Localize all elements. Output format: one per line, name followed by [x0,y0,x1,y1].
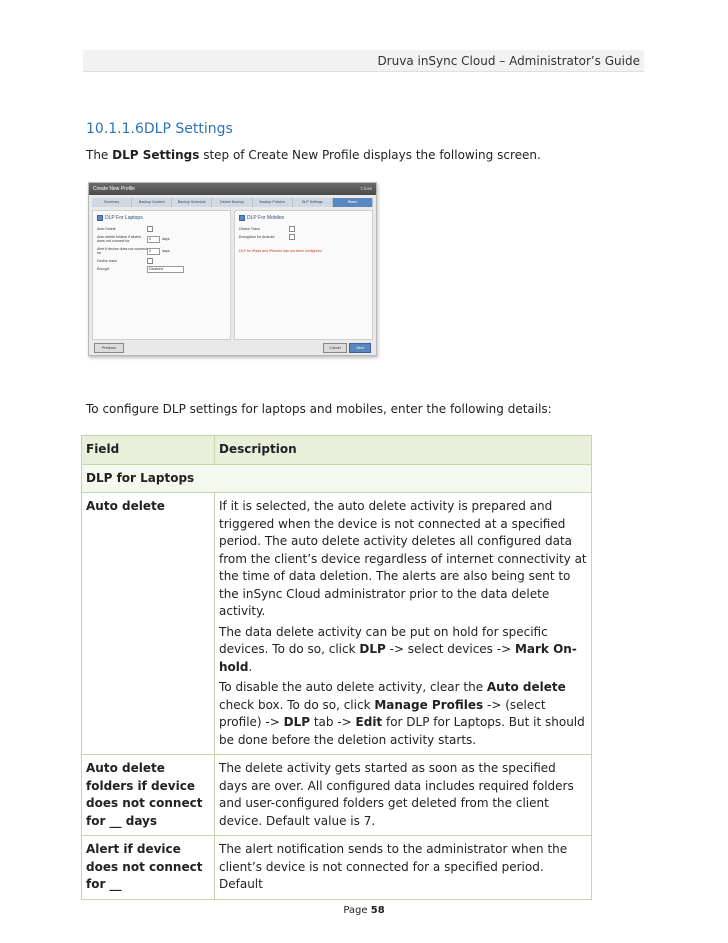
table-row [82,493,592,755]
mobile-row-trace [239,225,368,233]
encrypt-select: Disabled [147,266,184,273]
desc-auto-delete-p1: If it is selected, the auto delete activity is prepared and triggered when the device is not connected at a specified period. The auto delete activity deletes all configured data from the client’s device regardless of internet connectivity at the time of data deletion. The alerts are also being sent to the inSync Cloud administrator prior to the data delete activity. [219,499,587,618]
bold-auto-delete: Auto delete [486,680,566,694]
step-backup-schedule: Backup Schedule [172,198,212,207]
text: tab -> [310,715,356,729]
mobile-warning: DLP for iPads and iPhones has not been configured [239,249,322,253]
desc-alert: The alert notification sends to the administrator when the client’s device is not connected for a specified period. Default [215,836,592,900]
wizard-steps [92,198,373,207]
bold-dlp: DLP [359,642,386,656]
intro-text: The [86,148,113,162]
header-title: Druva inSync Cloud – Administrator’s Guide [377,54,640,68]
alert-days-input: 0 [147,248,160,255]
laptop-row-trace [97,257,226,265]
mobile-device-trace-label: Device Trace [239,227,260,231]
dialog-title: Create New Profile [93,186,135,192]
mobile-panel-header [239,215,368,221]
device-trace-label: Device trace [97,259,117,263]
mobile-panel [234,210,373,340]
laptop-row-alert [97,245,226,257]
field-auto-delete: Auto delete [82,493,215,755]
subheading-dlp-laptops: DLP for Laptops [82,464,592,493]
text: check box. To do so, click [219,697,375,712]
cancel-button: Cancel [323,343,347,353]
mobile-trace-checkbox-icon [289,226,295,232]
alert-days-label: days [162,249,170,253]
step-device-backup: Device Backup [212,198,252,207]
bold-edit: Edit [355,715,383,729]
encrypt-label: Encrypt [97,267,110,271]
laptop-row-auto-delete [97,225,226,233]
text: The data delete activity can be put on hold for specific devices. To do so, click [219,624,548,656]
text: . [248,659,253,674]
mobile-icon [239,215,245,221]
auto-delete-checkbox-icon [147,226,153,232]
alert-label: Alert if device does not connect for [97,247,147,255]
dialog-footer [92,343,373,352]
dialog-title-bar [89,183,376,195]
section-number: 10.1.1.6 [86,121,144,137]
step-backup-content: Backup Content [132,198,172,207]
step-summary: Summary [92,198,132,207]
step-backup-policies: Backup Policies [253,198,293,207]
section-title [86,121,233,137]
fields-table [81,435,592,900]
dlp-settings-screenshot [88,182,377,356]
table-row [82,755,592,836]
mobile-encryption-label: Encryption for Android [239,235,275,239]
bold-dlp-tab: DLP [283,715,311,729]
laptop-panel-header [97,215,226,221]
header-description: Description [215,436,592,465]
page-label: Page [343,905,371,916]
section-title-text: DLP Settings [143,121,233,137]
table-subheading-row [82,464,592,493]
text: for DLP for Laptops. But it should be done before the deletion activity starts. [219,715,585,747]
laptop-panel [92,210,231,340]
previous-button: Previous [94,343,124,353]
intro-text-end: step of Create New Profile displays the following screen. [199,148,541,162]
text: To disable the auto delete activity, clear the [219,680,487,694]
page-number: 58 [370,905,385,916]
dialog-body [92,210,373,340]
mobile-panel-title: DLP For Mobiles [247,215,285,221]
bold-manage-profiles: Manage Profiles [374,697,484,712]
page-footer [0,905,728,916]
laptop-icon [97,215,103,221]
desc-auto-delete [215,493,592,755]
desc-auto-delete-p2 [219,624,587,677]
intro-paragraph [86,148,541,162]
auto-delete-label: Auto Delete [97,227,116,231]
header-field: Field [82,436,215,465]
table-row [82,836,592,900]
auto-delete-folders-label: Auto delete folders if device does not connect for [97,235,142,243]
field-alert: Alert if device does not connect for __ [82,836,215,900]
text: -> (select profile) -> [219,697,546,729]
field-auto-delete-folders: Auto delete folders if device does not connect for __ days [82,755,215,836]
step-dlp-settings: DLP Settings [293,198,333,207]
intro-bold: DLP Settings [112,148,200,162]
mobile-row-encryption [239,233,368,241]
configure-text: To configure DLP settings for laptops and mobiles, enter the following details: [86,402,552,416]
desc-auto-delete-folders: The delete activity gets started as soon as the specified days are over. All configured data includes required folders and user-configured folders get deleted from the client device. Default value is 7. [215,755,592,836]
device-trace-checkbox-icon [147,258,153,264]
auto-delete-days-input: 0 [147,236,160,243]
mobile-encryption-checkbox-icon [289,234,295,240]
laptop-row-encrypt [97,265,226,273]
next-button: Next [349,343,371,353]
days-label: days [162,237,170,241]
table-header-row [82,436,592,465]
text: -> select devices -> [385,642,515,656]
bold-mark-on-hold: Mark On-hold [219,642,577,674]
laptop-row-folders [97,233,226,245]
step-share: Share [333,198,373,207]
page-header [83,50,644,72]
laptop-panel-title: DLP For Laptops [105,215,143,221]
dialog-close-link: Close [360,186,372,191]
desc-auto-delete-p3 [219,679,587,749]
